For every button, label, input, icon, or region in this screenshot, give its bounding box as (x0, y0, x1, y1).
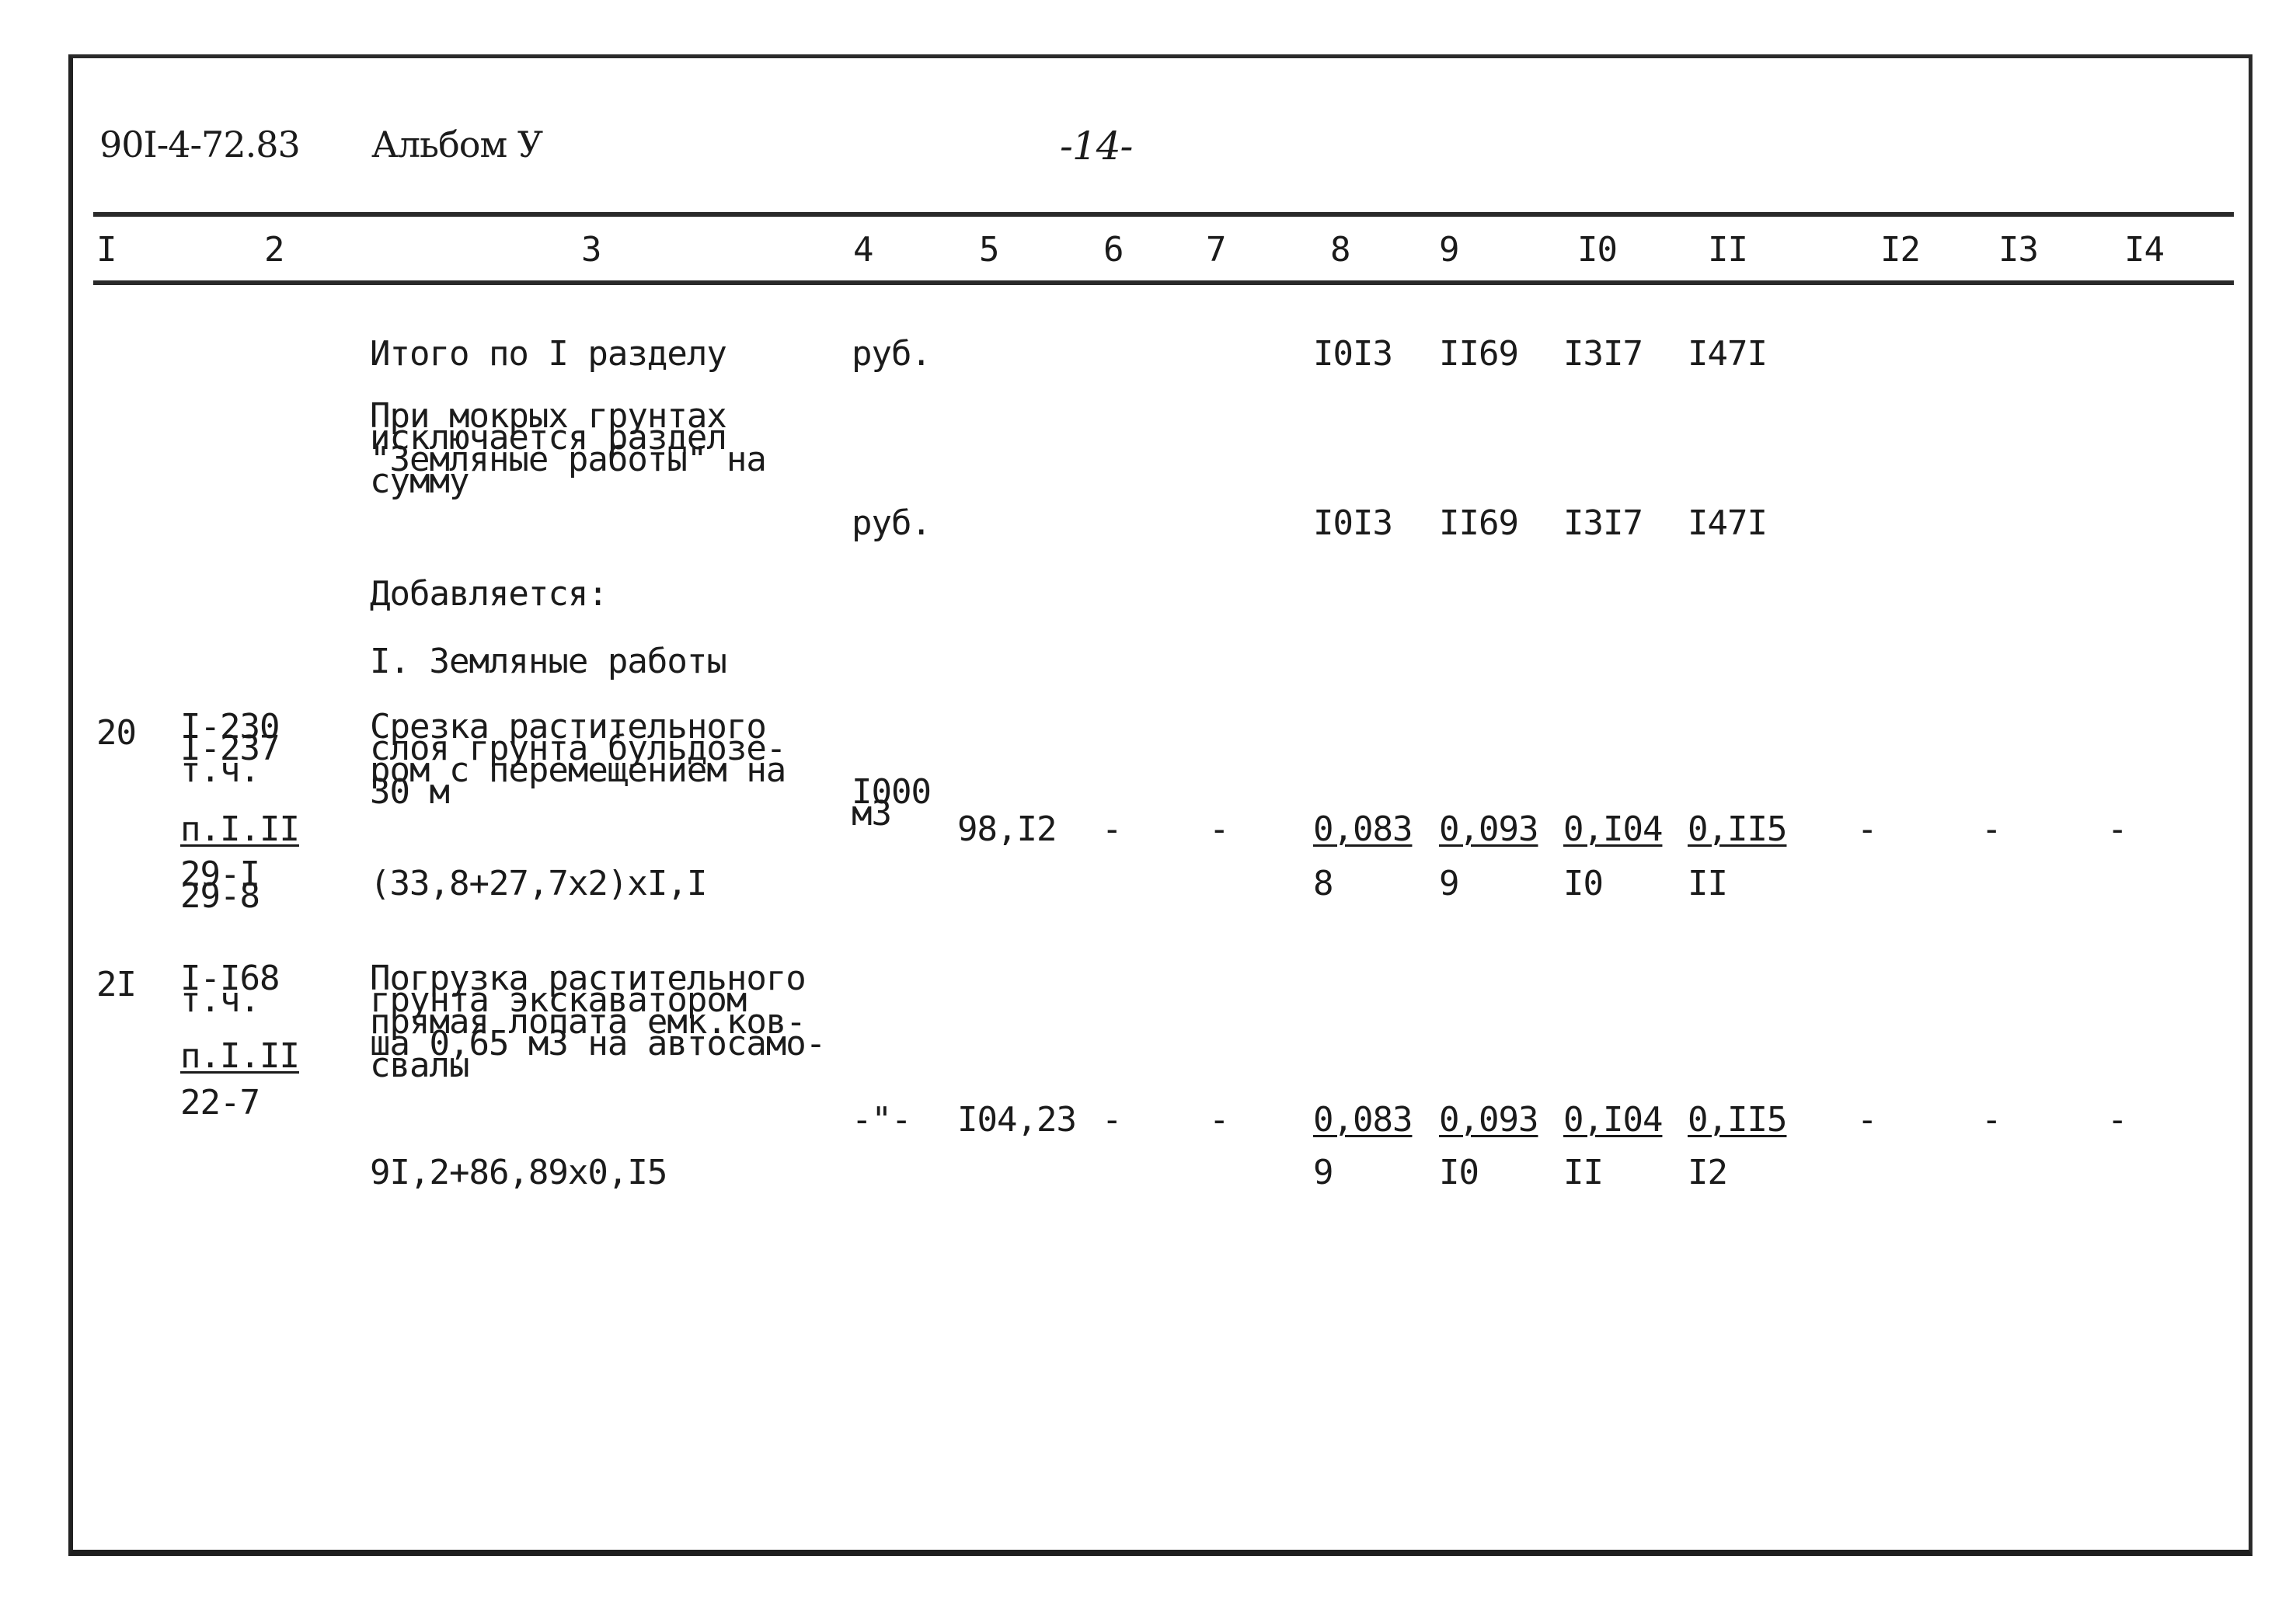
total-value: II69 (1439, 334, 1518, 374)
coefficient-subvalue: II (1563, 1153, 1603, 1192)
item-unit: I000 м3 (852, 772, 931, 834)
coefficient-subvalue: I0 (1563, 864, 1603, 903)
column-number: 6 (1103, 230, 1124, 270)
norm-code-underlined: п.I.II (180, 809, 299, 849)
dash-cell: - (1102, 1100, 1122, 1140)
dash-cell: - (2107, 809, 2127, 849)
column-number: II (1708, 230, 1747, 270)
item-formula: 9I,2+86,89x0,I5 (370, 1153, 667, 1192)
coefficient-value: 0,II5 (1688, 1100, 1787, 1140)
coefficient-subvalue: 8 (1313, 864, 1333, 903)
wet-soil-value: I0I3 (1313, 503, 1392, 543)
total-value: I0I3 (1313, 334, 1392, 374)
norm-codes: I-230 I-237 т.ч. (180, 707, 280, 790)
column-number: I (96, 230, 117, 270)
coefficient-subvalue: 9 (1313, 1153, 1333, 1192)
coefficient-value: 0,093 (1439, 1100, 1538, 1140)
column-number: 5 (979, 230, 999, 270)
norm-code-underlined: п.I.II (180, 1036, 299, 1076)
norm-codes-bottom: 22-7 (180, 1083, 260, 1122)
item-price: 98,I2 (957, 809, 1057, 849)
total-label: Итого по I разделу (370, 334, 726, 374)
dash-cell: - (1209, 1100, 1229, 1140)
added-label: Добавляется: (370, 574, 608, 614)
wet-soil-value: II69 (1439, 503, 1518, 543)
norm-codes-bottom: 29-I 29-8 (180, 854, 260, 916)
coefficient-value: 0,II5 (1688, 809, 1787, 849)
coefficient-value: 0,083 (1313, 1100, 1413, 1140)
coefficient-value: 0,I04 (1563, 809, 1663, 849)
dash-cell: - (1209, 809, 1229, 849)
column-number: 3 (581, 230, 601, 270)
coefficient-value: 0,093 (1439, 809, 1538, 849)
column-number: 2 (264, 230, 284, 270)
total-value: I47I (1688, 334, 1767, 374)
item-description: Погрузка растительного грунта экскаватором прямая лопата емк.ков- ша 0,65 м3 на автосамо- свалы (370, 959, 826, 1085)
column-number: I4 (2124, 230, 2164, 270)
page-number: -14- (1060, 124, 1133, 169)
dash-cell: - (1981, 1100, 2002, 1140)
column-number: 4 (853, 230, 873, 270)
dash-cell: - (1102, 809, 1122, 849)
item-price: I04,23 (957, 1100, 1076, 1140)
wet-soil-value: I47I (1688, 503, 1767, 543)
wet-soil-value: I3I7 (1563, 503, 1643, 543)
coefficient-value: 0,I04 (1563, 1100, 1663, 1140)
total-value: I3I7 (1563, 334, 1643, 374)
dash-cell: - (2107, 1100, 2127, 1140)
column-number: I2 (1880, 230, 1920, 270)
column-number: 8 (1330, 230, 1350, 270)
coefficient-subvalue: 9 (1439, 864, 1459, 903)
row-number: 20 (96, 713, 136, 753)
column-number: 9 (1439, 230, 1459, 270)
item-description: Срезка растительного слоя грунта бульдозе- ром с перемещением на 30 м (370, 707, 786, 812)
header-top-rule (93, 212, 2234, 217)
column-number: I0 (1577, 230, 1617, 270)
wet-soil-note: При мокрых грунтах исключается раздел "Земляные работы" на сумму (370, 396, 766, 501)
coefficient-value: 0,083 (1313, 809, 1413, 849)
row-number: 2I (96, 965, 136, 1004)
dash-cell: - (1857, 1100, 1877, 1140)
dash-cell: - (1981, 809, 2002, 849)
coefficient-subvalue: I2 (1688, 1153, 1727, 1192)
wet-soil-unit: руб. (852, 503, 931, 543)
section-title: I. Земляные работы (370, 642, 726, 681)
item-formula: (33,8+27,7x2)xI,I (370, 864, 707, 903)
document-code: 90I-4-72.83 (99, 124, 300, 165)
album-label: Альбом У (371, 124, 543, 165)
column-number: 7 (1206, 230, 1226, 270)
norm-codes: I-I68 т.ч. (180, 959, 280, 1020)
coefficient-subvalue: II (1688, 864, 1727, 903)
dash-cell: - (1857, 809, 1877, 849)
column-number: I3 (1998, 230, 2038, 270)
header-bottom-rule (93, 280, 2234, 285)
total-unit: руб. (852, 334, 931, 374)
item-unit: -"- (852, 1100, 911, 1140)
coefficient-subvalue: I0 (1439, 1153, 1479, 1192)
